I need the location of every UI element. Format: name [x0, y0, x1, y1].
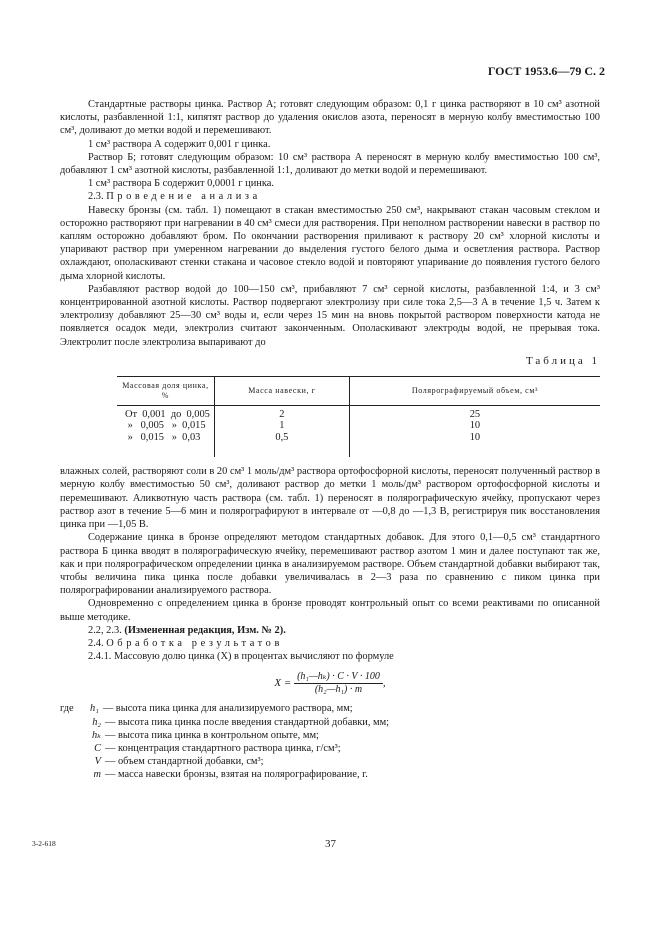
section-title: Проведение анализа [106, 191, 261, 203]
definition-text: — концентрация стандартного раствора цинка, г/см³; [105, 742, 341, 754]
definition-item [60, 742, 600, 755]
amendment-ref: 2.2, 2.3. [88, 624, 122, 636]
paragraph-standard-additions: Содержание цинка в бронзе определяют методом стандартных добавок. Для этого 0,1—0,5 см³ стандартного раствора Б цинка вводят в полярографическую ячейку, перемешивают раствор азотом 1 мин и далее поступают так же, как и при полярографическом определении цинка в анализируемом растворе. Объем стандартной добавки выбирают так, чтобы величина пика цинка после добавки увеличивалась в 2—3 раза по сравнению с пиком цинка при полярографировании анализируемого раствора. [60, 532, 600, 597]
section-title: Обработка результатов [106, 637, 283, 649]
paragraph-amendment [60, 624, 600, 637]
table-cell: 10 [349, 420, 600, 431]
paragraph-solution-b-content: 1 см³ раствора Б содержит 0,0001 г цинка. [88, 178, 274, 190]
paragraph-dissolution: Навеску бронзы (см. табл. 1) помещают в стакан вместимостью 250 см³, накрывают стакан часовым стеклом и осторожно растворяют при нагревании в 40 см³ смеси для растворения. При неполном растворении навески в раствор по каплям осторожно добавляют бром. По окончании растворения приливают к раствору 20 см³ хлорной кислоты и упаривают раствор при умеренном нагревании до выделения густого белого дыма и осветления раствора. Раствор охлаждают, ополаскивают стенки стакана и часовое стекло водой и повторяют упаривание до появления густого белого дыма хлорной кислоты. [60, 204, 600, 282]
definition-text: — высота пика цинка в контрольном опыте, мм; [105, 729, 319, 741]
formula [60, 671, 600, 696]
section-heading-2-3 [60, 190, 600, 203]
definition-symbol: h₁ [90, 703, 99, 715]
page-header: ГОСТ 1953.6—79 С. 2 [487, 64, 605, 78]
table-cell: » 0,015 » 0,03 [125, 431, 201, 443]
definition-symbol: h₂ [92, 716, 101, 728]
table-header-cell: Полярографируемый объем, см³ [349, 377, 600, 406]
paragraph-control-experiment: Одновременно с определением цинка в бронзе проводят контрольный опыт со всеми реактивами по описанной выше методике. [60, 598, 600, 623]
definition-text: — объем стандартной добавки, см³; [105, 756, 264, 768]
table-1 [117, 376, 600, 457]
definition-symbol: V [94, 756, 101, 768]
table-header-row [117, 377, 600, 406]
where-label: где [60, 703, 74, 715]
paragraph-salts: влажных солей, растворяют соли в 20 см³ 1 моль/дм³ раствора ортофосфорной кислоты, переносят полученный раствор в мерную колбу вместимостью 50 см³, доливают раствор до метки 1 моль/дм³ раствором ортофосфорной кислоты и перемешивают. Аликвотную часть раствора (см. табл. 1) переносят в полярографическую ячейку, пропускают через раствор азот в течение 5—6 мин и полярографируют в интервале от —0,8 до —1,3 В, регистрируя пик восстановления цинка при —1,05 В. [60, 466, 600, 531]
table-caption: Таблица 1 [525, 354, 600, 367]
definition-symbol: m [93, 769, 101, 781]
table-cell: 10 [349, 432, 600, 457]
page-number: 37 [325, 838, 336, 850]
formula-numerator: (h₁—hₖ) · C · V · 100 [294, 671, 383, 684]
definition-item [60, 755, 600, 768]
section-number: 2.4. [88, 637, 104, 649]
section-number: 2.3. [88, 191, 104, 203]
formula-fraction [294, 671, 383, 696]
table-cell: 0,5 [214, 432, 349, 457]
definition-item [60, 729, 600, 742]
paragraph-solution-a-content: 1 см³ раствора А содержит 0,001 г цинка. [88, 138, 271, 150]
definition-item [60, 768, 600, 781]
table-cell: 25 [349, 406, 600, 421]
table-cell: 2 [214, 406, 349, 421]
definition-item [60, 702, 600, 715]
table-cell: От 0,001 до 0,005 [125, 409, 210, 421]
definition-symbol: C [94, 742, 101, 754]
definition-symbol: hₖ [92, 729, 101, 741]
table-row [117, 432, 600, 457]
section-heading-2-4 [60, 637, 600, 650]
formula-tail: , [382, 677, 386, 690]
paragraph-formula-intro: 2.4.1. Массовую долю цинка (X) в процентах вычисляют по формуле [88, 651, 394, 663]
formula-denominator: (h₂—h₁) · m [314, 684, 363, 696]
document-body [60, 98, 600, 782]
formula-lhs: X = [274, 677, 292, 690]
amendment-note: (Измененная редакция, Изм. № 2). [124, 624, 286, 636]
definition-item [60, 716, 600, 729]
table-row [117, 420, 600, 431]
paragraph-solution-b: Раствор Б; готовят следующим образом: 10 см³ раствора А переносят в мерную колбу вместимостью 100 см³, добавляют 1 см³ азотной кислоты, разбавленной 1:1, доливают до метки водой и перемешивают. [60, 151, 600, 177]
footer-code: 3-2-618 [32, 839, 56, 848]
paragraph-electrolysis: Разбавляют раствор водой до 100—150 см³, прибавляют 7 см³ серной кислоты, разбавленной 1:4, и 3 см³ концентрированной азотной кислоты. Раствор подвергают электролизу при силе тока 2,5—3 А в течение 1,5 ч. Затем к электролизу добавляют 25—30 см³ воды и, если через 15 мин на вновь покрытой раствором поверхности катода не появляется осадок меди, электролиз считают законченным. Ополаскивают электроды водой, не прерывая тока. Электролит после электролиза выпаривают до [60, 283, 600, 348]
definition-text: — высота пика цинка для анализируемого раствора, мм; [102, 703, 353, 715]
definition-text: — масса навески бронзы, взятая на полярографирование, г. [105, 769, 368, 781]
definition-text: — высота пика цинка после введения стандартной добавки, мм; [105, 716, 390, 728]
paragraph-standard-solutions: Стандартные растворы цинка. Раствор А; готовят следующим образом: 0,1 г цинка растворяют в 10 см³ азотной кислоты, разбавленной 1:1, кипятят раствор до удаления окислов азота, переносят в мерную колбу вместимостью 100 см³, доливают до метки водой и перемешивают. [60, 99, 600, 137]
table-header-cell: Массовая доля цинка, % [117, 377, 214, 406]
table-row [117, 406, 600, 421]
definitions [60, 702, 600, 781]
table-header-cell: Масса навески, г [214, 377, 349, 406]
table-cell: 1 [214, 420, 349, 431]
table-cell: » 0,005 » 0,015 [125, 420, 206, 432]
